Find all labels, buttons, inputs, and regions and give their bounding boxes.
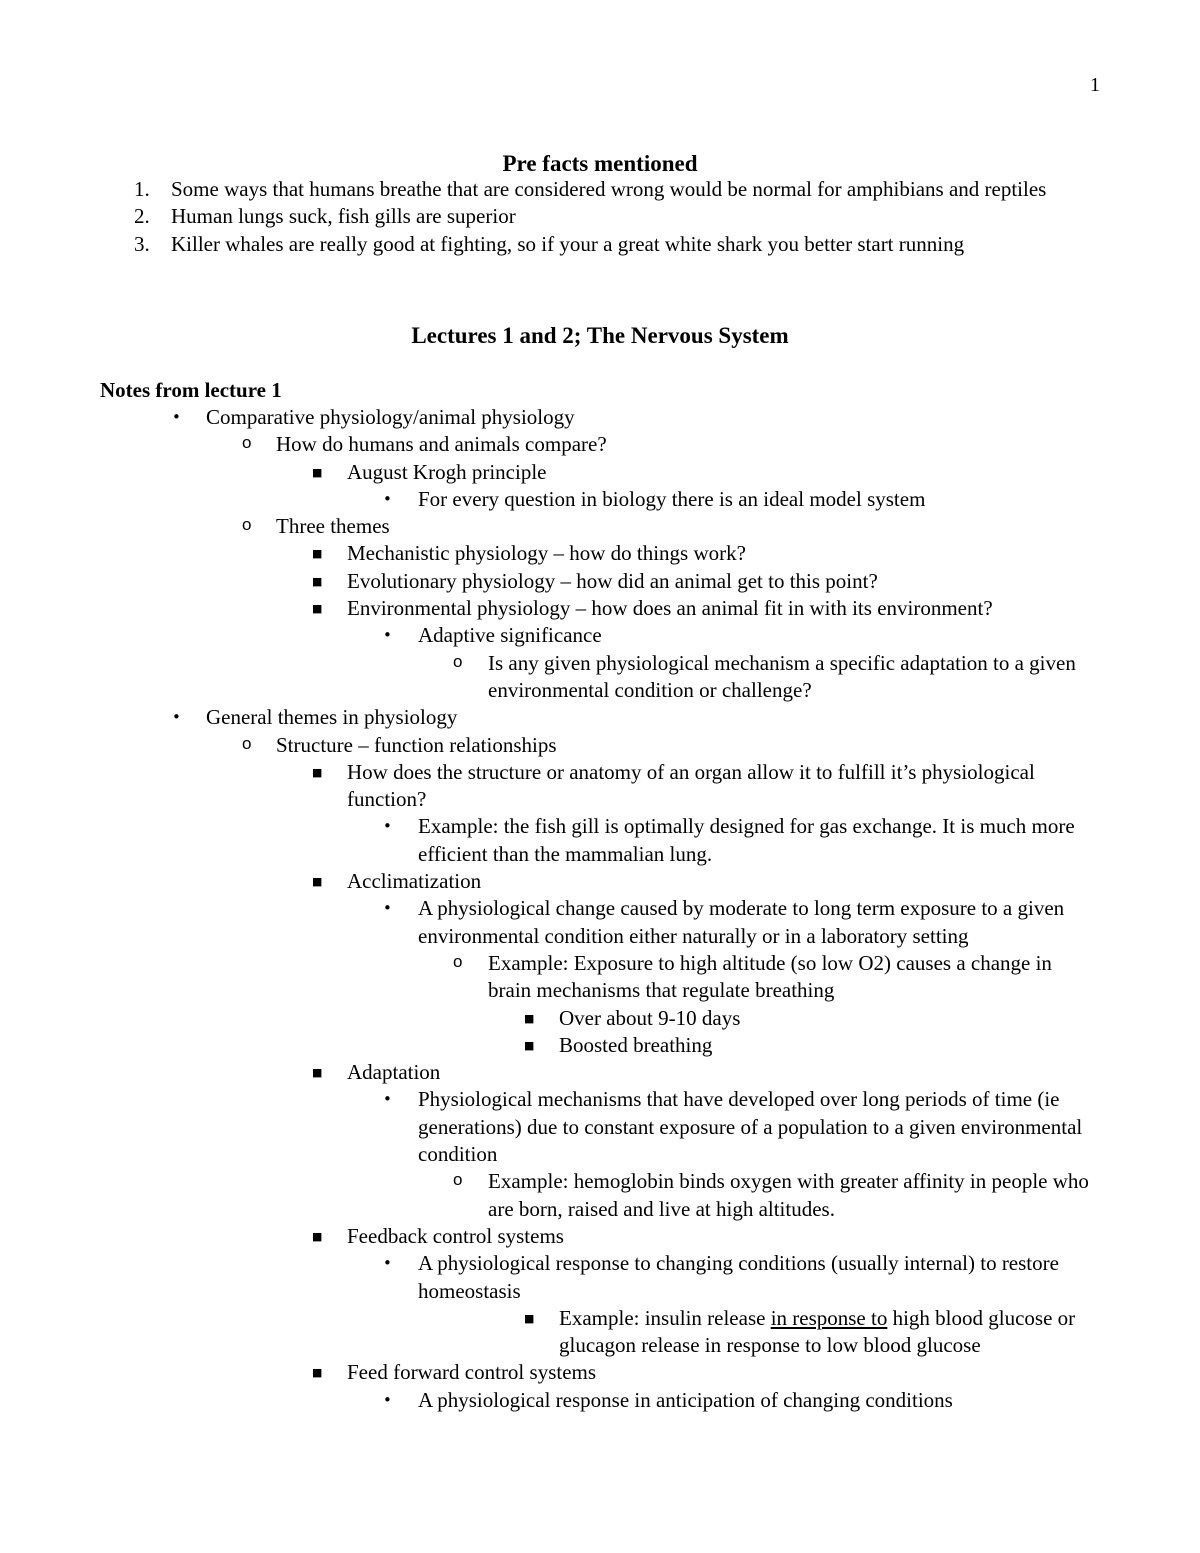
- outline-item: [100, 431, 1100, 458]
- bullet-icon: ■: [312, 1229, 323, 1243]
- outline-text: Comparative physiology/animal physiology: [206, 405, 575, 429]
- outline-item: [100, 1005, 1100, 1032]
- outline-text: How does the structure or anatomy of an organ allow it to fulfill it’s physiological function?: [347, 759, 1035, 812]
- outline-text: Structure – function relationships: [276, 732, 557, 757]
- outline-item: [100, 1086, 1100, 1168]
- outline-text: General themes in physiology: [206, 705, 458, 730]
- bullet-icon: •: [383, 1090, 392, 1109]
- outline-item: [100, 1223, 1100, 1250]
- outline-text: A physiological response to changing conditions (usually internal) to restore homeostasis: [418, 1251, 1059, 1303]
- bullet-icon: ■: [524, 1011, 535, 1025]
- outline-text: Feed forward control systems: [347, 1360, 597, 1385]
- outline-item: [100, 568, 1100, 595]
- outline-item: [100, 595, 1100, 622]
- item-text: Some ways that humans breathe that are considered wrong would be normal for amphibians and reptiles: [171, 177, 1047, 201]
- outline-item: [100, 1059, 1100, 1086]
- text-segment: Example: insulin release: [559, 1305, 771, 1330]
- outline-text: Is any given physiological mechanism a specific adaptation to a given environmental condition or challenge?: [488, 650, 1076, 702]
- bullet-icon: •: [383, 817, 392, 836]
- bullet-icon: ■: [312, 1366, 323, 1380]
- bullet-icon: •: [172, 408, 181, 426]
- outline-item: [100, 868, 1100, 895]
- outline-item: [100, 1250, 1100, 1305]
- lecture-outline: [100, 404, 1100, 1414]
- bullet-icon: •: [383, 1254, 392, 1273]
- bullet-icon: •: [172, 708, 181, 727]
- outline-text: Mechanistic physiology – how do things work?: [347, 541, 746, 566]
- bullet-icon: o: [453, 1170, 463, 1190]
- list-item: [100, 203, 1100, 230]
- outline-text: A physiological change caused by moderate to long term exposure to a given environmental condition either naturally or in a laboratory setting: [418, 896, 1065, 948]
- bullet-icon: ■: [312, 574, 323, 588]
- outline-text: Acclimatization: [347, 869, 482, 894]
- outline-item: [100, 1168, 1100, 1223]
- outline-item: [100, 622, 1100, 649]
- list-item: [100, 176, 1100, 203]
- outline-item: [100, 404, 1100, 431]
- bullet-icon: o: [453, 951, 463, 971]
- section-title-lectures: Lectures 1 and 2; The Nervous System: [411, 323, 789, 348]
- outline-text: Example: Exposure to high altitude (so low O2) causes a change in brain mechanisms that regulate breathing: [488, 950, 1052, 1003]
- bullet-icon: •: [383, 489, 392, 508]
- list-item: [100, 231, 1100, 258]
- outline-item: [100, 459, 1100, 486]
- item-number: 3.: [134, 231, 150, 256]
- prefacts-list: [100, 176, 1100, 258]
- outline-item: [100, 813, 1100, 868]
- bullet-icon: o: [453, 651, 463, 671]
- item-number: 1.: [134, 177, 150, 201]
- outline-text: How do humans and animals compare?: [276, 432, 607, 457]
- outline-text: Feedback control systems: [347, 1223, 564, 1248]
- outline-text: For every question in biology there is an ideal model system: [418, 486, 926, 511]
- item-number: 2.: [134, 204, 150, 229]
- item-text: Human lungs suck, fish gills are superior: [171, 204, 516, 229]
- outline-text: Physiological mechanisms that have developed over long periods of time (ie generations) due to constant exposure of a population to a given environmental condition: [418, 1087, 1083, 1167]
- outline-text: Example: the fish gill is optimally designed for gas exchange. It is much more efficient than the mammalian lung.: [418, 814, 1075, 866]
- outline-text: A physiological response in anticipation of changing conditions: [418, 1387, 953, 1412]
- outline-text: Over about 9-10 days: [559, 1005, 741, 1030]
- outline-item: [100, 1032, 1100, 1059]
- outline-text: August Krogh principle: [347, 459, 547, 484]
- outline-text: Adaptive significance: [418, 623, 602, 648]
- outline-item: [100, 950, 1100, 1005]
- outline-item: [100, 540, 1100, 567]
- bullet-icon: ■: [312, 547, 323, 561]
- bullet-icon: ■: [312, 1066, 323, 1080]
- outline-text: [559, 1305, 1100, 1360]
- bullet-icon: o: [242, 515, 252, 535]
- bullet-icon: ■: [312, 465, 323, 479]
- item-text: Killer whales are really good at fighting, so if your a great white shark you better start running: [171, 231, 965, 256]
- outline-item: [100, 486, 1100, 513]
- outline-text: Boosted breathing: [559, 1032, 713, 1057]
- text-segment: high blood glucose or glucagon release in response to low blood glucose: [559, 1305, 1076, 1358]
- outline-text: Evolutionary physiology – how did an animal get to this point?: [347, 568, 878, 593]
- bullet-icon: o: [242, 433, 252, 453]
- bullet-icon: ■: [312, 602, 323, 616]
- bullet-icon: •: [383, 1390, 392, 1409]
- bullet-icon: ■: [524, 1311, 535, 1325]
- notes-heading: Notes from lecture 1: [100, 378, 282, 402]
- outline-item: [100, 1387, 1100, 1414]
- outline-item: [100, 513, 1100, 540]
- outline-text: Example: hemoglobin binds oxygen with greater affinity in people who are born, raised and live at high altitudes.: [488, 1169, 1089, 1221]
- bullet-icon: ■: [312, 875, 323, 889]
- outline-item: [100, 1359, 1100, 1386]
- page-number: 1: [1090, 74, 1100, 96]
- underlined-text: in response to: [770, 1305, 888, 1330]
- bullet-icon: ■: [524, 1038, 535, 1052]
- bullet-icon: •: [383, 899, 392, 918]
- outline-item: [100, 1305, 1100, 1360]
- bullet-icon: •: [383, 626, 392, 645]
- outline-item: [100, 732, 1100, 759]
- bullet-icon: ■: [312, 765, 323, 779]
- outline-text: Adaptation: [347, 1060, 441, 1085]
- outline-item: [100, 704, 1100, 731]
- outline-item: [100, 759, 1100, 814]
- outline-text: Three themes: [276, 514, 390, 539]
- bullet-icon: o: [242, 733, 252, 753]
- section-title-prefacts: Pre facts mentioned: [502, 151, 698, 176]
- outline-item: [100, 895, 1100, 950]
- outline-item: [100, 650, 1100, 705]
- outline-text: Environmental physiology – how does an animal fit in with its environment?: [347, 596, 993, 621]
